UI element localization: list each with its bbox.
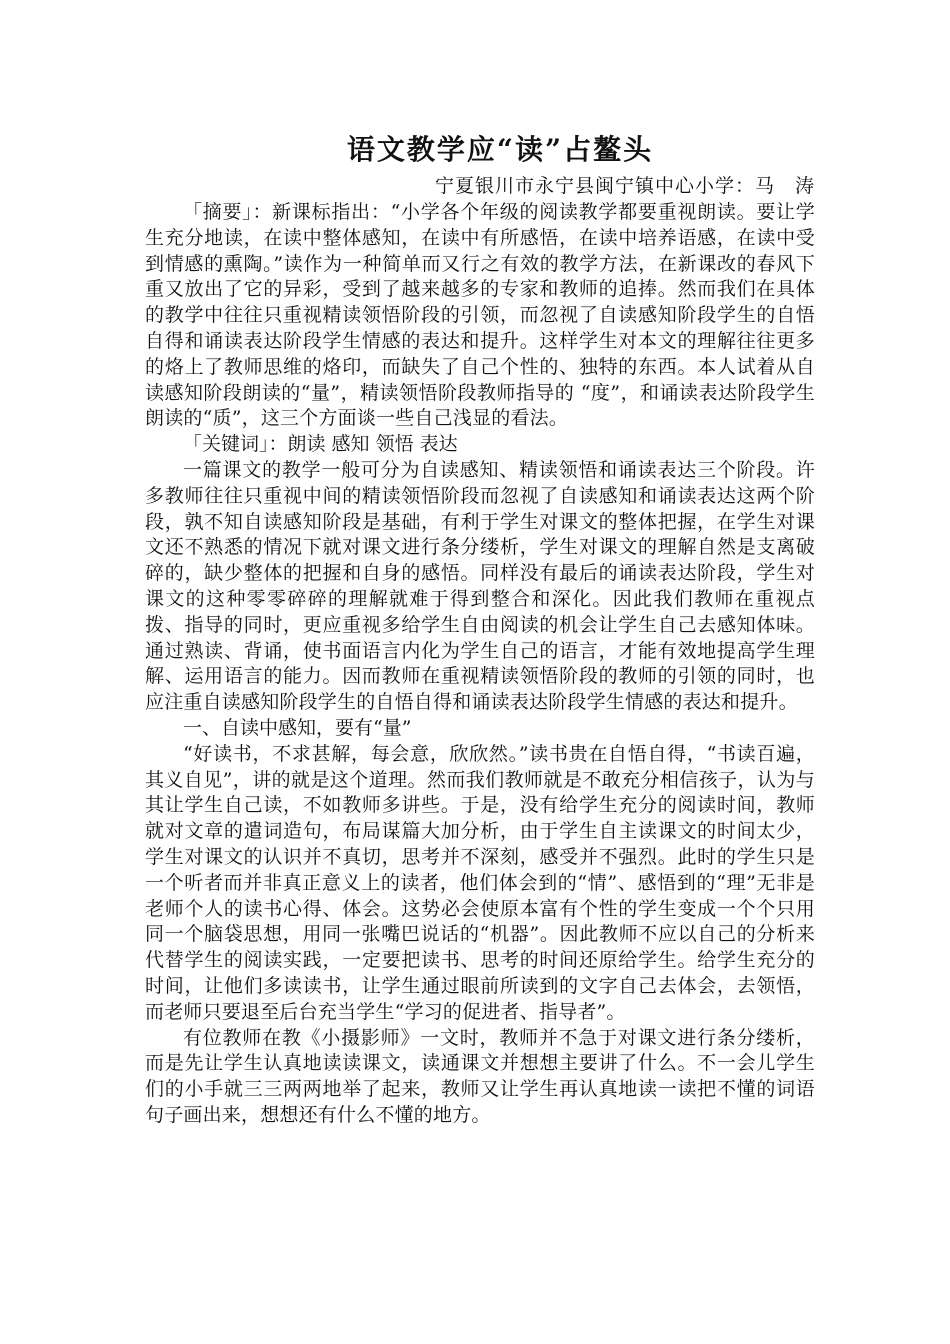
section-heading: 一、自读中感知，要有“量”: [183, 716, 412, 739]
abstract-paragraph: 「摘要」：新课标指出：“小学各个年级的阅读教学都要重视朗读。要让学生充分地读，在读中整体感知，在读中有所感悟，在读中培养语感，在读中受到情感的熏陶。”读作为一种简单而又行之有效的教学方法，在新课改的春风下重又放出了它的异彩，受到了越来越多的专家和教师的追捧。然而我们在具体的教学中往往只重视精读领悟阶段的引领，而忽视了自读感知阶段学生的自悟自得和诵读表达阶段学生情感的表达和提升。这样学生对本文的理解往往更多的烙上了教师思维的烙印，而缺失了自己个性的、独特的东西。本人试着从自读感知阶段朗读的“量”，精读领悟阶段教师指导的 “度”，和诵读表达阶段学生朗读的“质”，这三个方面谈一些自己浅显的看法。: [145, 201, 815, 430]
intro-paragraph: 一篇课文的教学一般可分为自读感知、精读领悟和诵读表达三个阶段。许多教师往往只重视中间的精读领悟阶段而忽视了自读感知和诵读表达这两个阶段，孰不知自读感知阶段是基础，有利于学生对课文的整体把握，在学生对课文还不熟悉的情况下就对课文进行条分缕析，学生对课文的理解自然是支离破碎的，缺少整体的把握和自身的感悟。同样没有最后的诵读表达阶段，学生对课文的这种零零碎碎的理解就难于得到整合和深化。因此我们教师在重视点拨、指导的同时，更应重视多给学生自由阅读的机会让学生自己去感知体味。通过熟读、背诵，使书面语言内化为学生自己的语言，才能有效地提高学生理解、运用语言的能力。因而教师在重视精读领悟阶段的教师的引领的同时，也应注重自读感知阶段学生的自悟自得和诵读表达阶段学生情感的表达和提升。: [145, 458, 815, 714]
author-line: 宁夏银川市永宁县闽宁镇中心小学：马 涛: [434, 175, 815, 197]
document-page: [145, 128, 815, 1129]
document-title: 语文教学应“读”占鳌头: [346, 133, 654, 166]
keywords-line: 「关键词」：朗读 感知 领悟 表达: [183, 433, 458, 456]
body-paragraph: 有位教师在教《小摄影师》一文时，教师并不急于对课文进行条分缕析，而是先让学生认真地读读课文，读通课文并想想主要讲了什么。不一会儿学生们的小手就三三两两地举了起来，教师又让学生再认真地读一读把不懂的词语句子画出来，想想还有什么不懂的地方。: [145, 1026, 815, 1126]
body-paragraph: “好读书，不求甚解，每会意，欣欣然。”读书贵在自悟自得，“书读百遍，其义自见”，讲的就是这个道理。然而我们教师就是不敢充分相信孩子，认为与其让学生自己读，不如教师多讲些。于是，没有给学生充分的阅读时间，教师就对文章的遣词造句，布局谋篇大加分析，由于学生自主读课文的时间太少，学生对课文的认识并不真切，思考并不深刻，感受并不强烈。此时的学生只是一个听者而并非真正意义上的读者，他们体会到的“情”、感悟到的“理”无非是老师个人的读书心得、体会。这势必会使原本富有个性的学生变成一个个只用同一个脑袋思想，用同一张嘴巴说话的“机器”。因此教师不应以自己的分析来代替学生的阅读实践，一定要把读书、思考的时间还原给学生。给学生充分的时间，让他们多读读书，让学生通过眼前所读到的文字自己去体会，去领悟，而老师只要退至后台充当学生“学习的促进者、指导者”。: [145, 742, 815, 1023]
